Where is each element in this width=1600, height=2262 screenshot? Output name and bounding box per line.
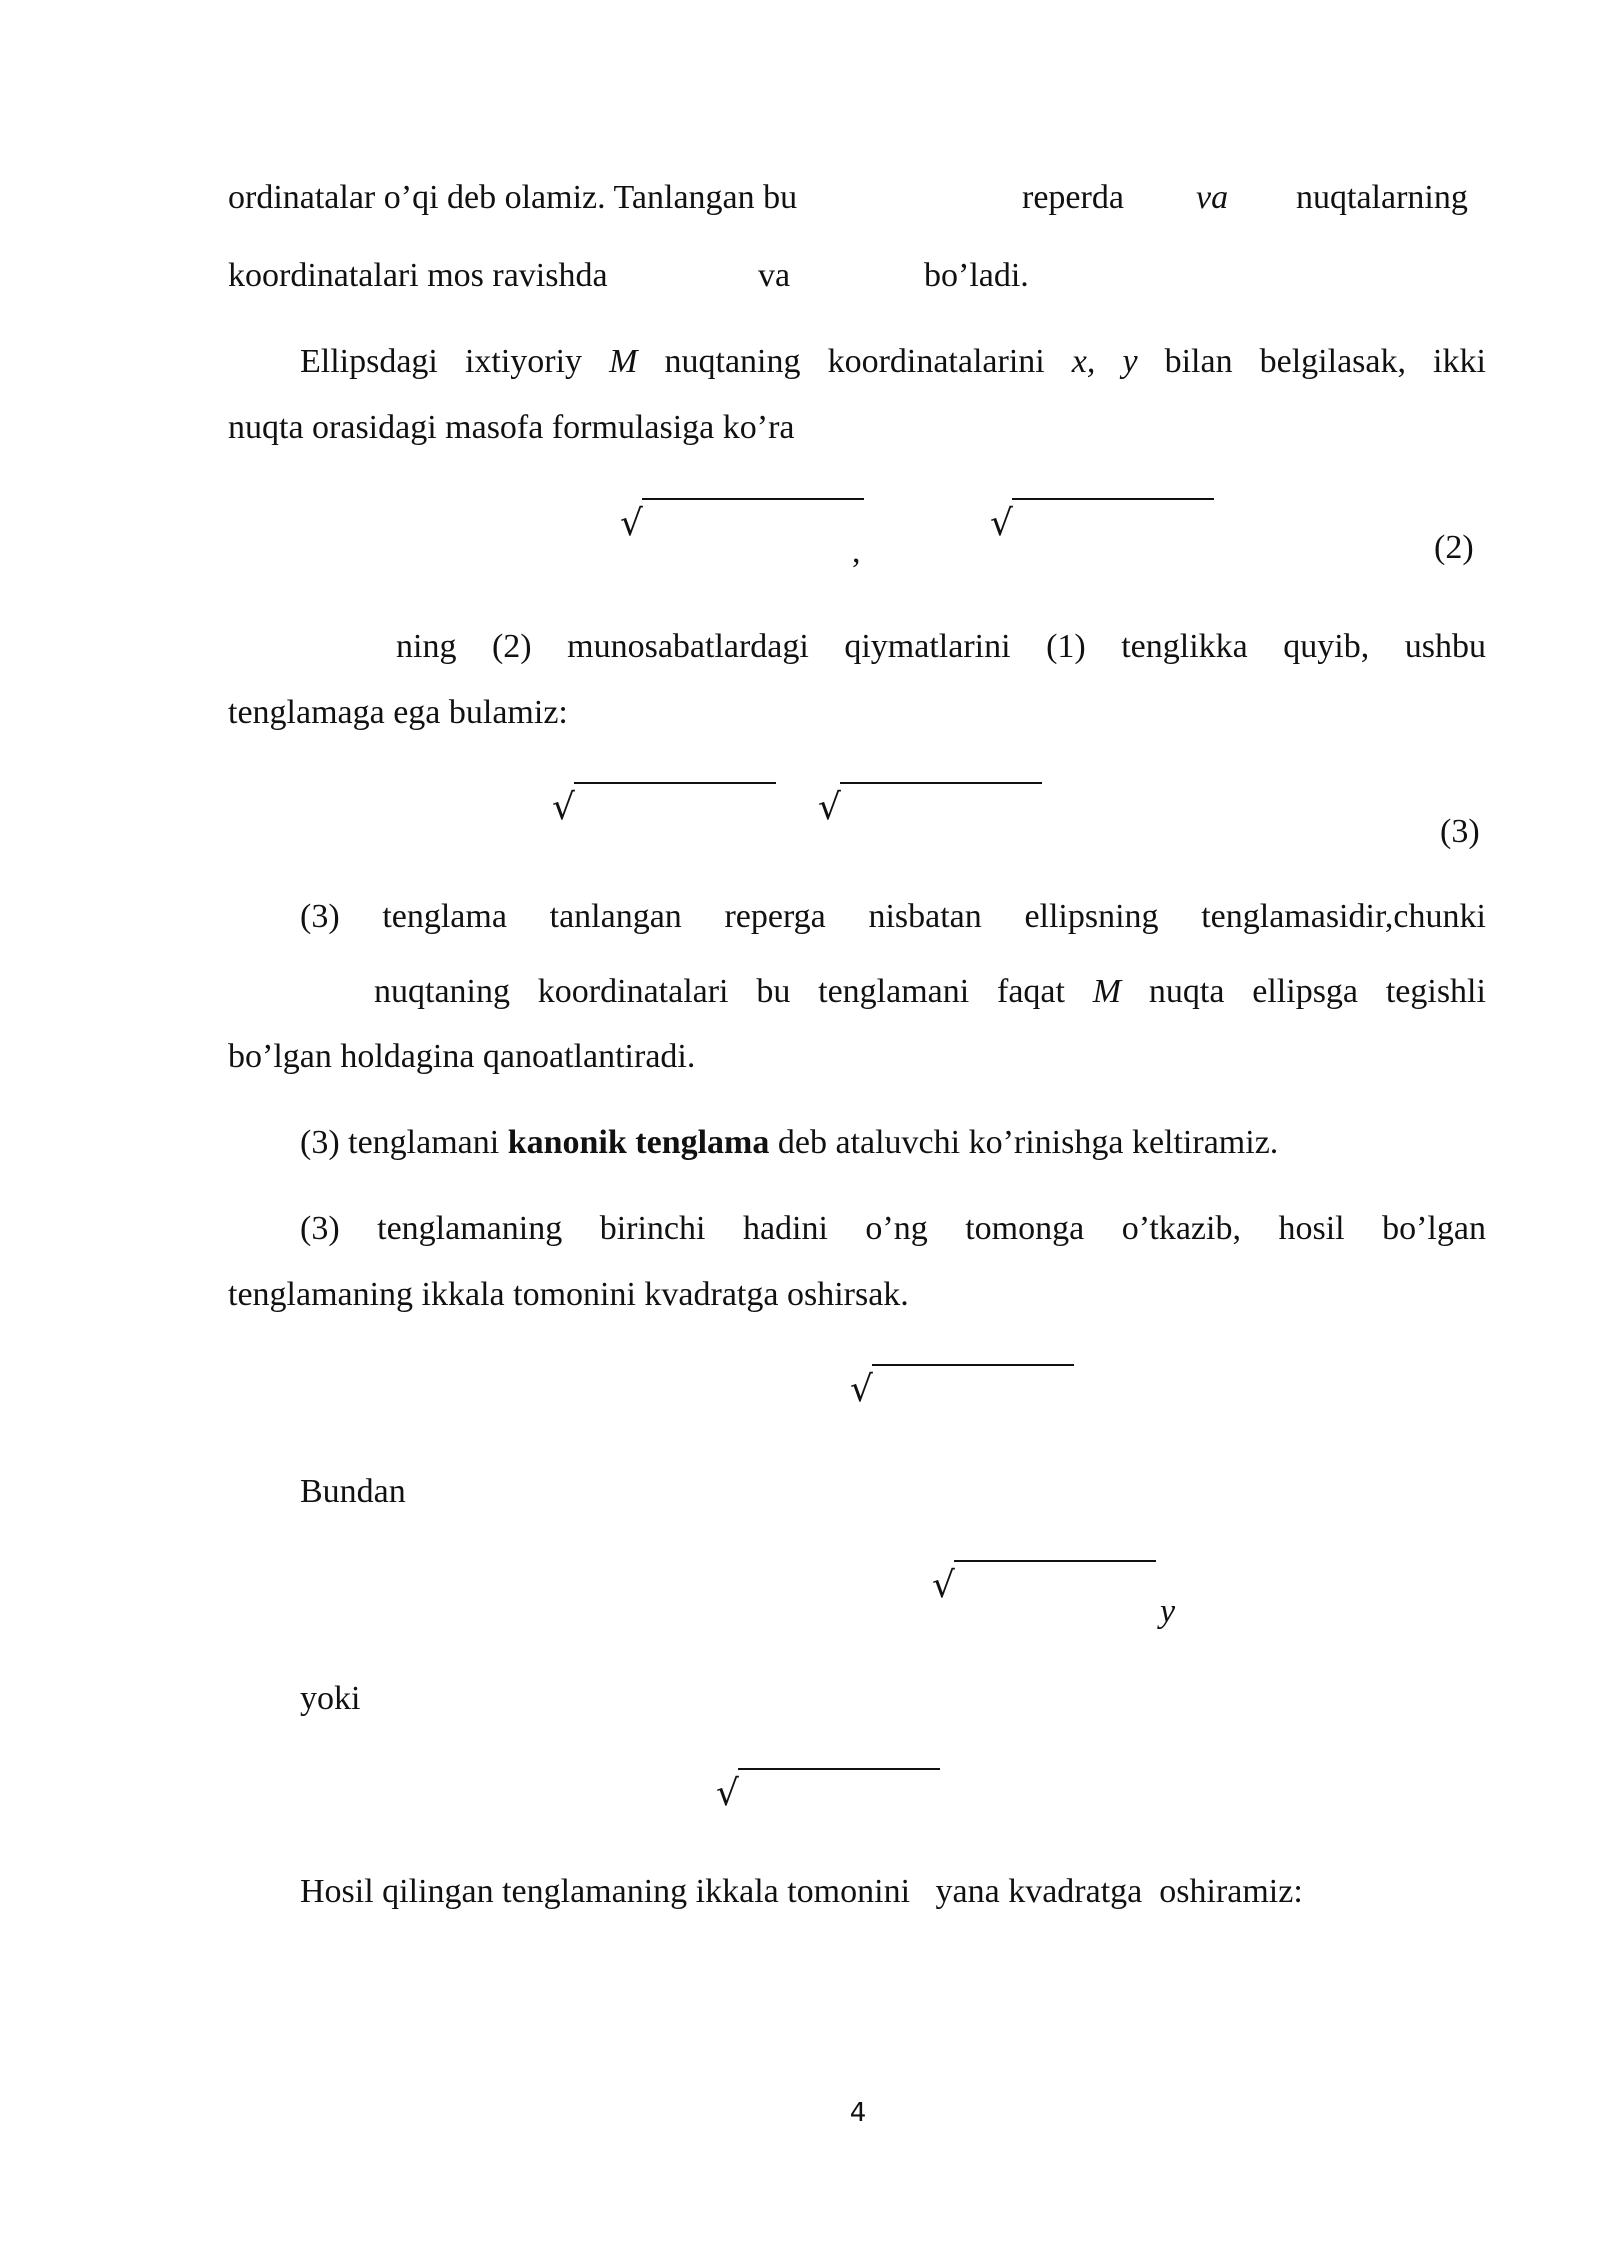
- line-1-text-b: reperda: [1022, 179, 1124, 216]
- page-number: 4: [849, 2098, 867, 2128]
- para-3-line-1: [300, 897, 1486, 937]
- word: tenglamani: [818, 973, 970, 1010]
- word: (3): [300, 898, 340, 935]
- word: bo’lgan: [1382, 1210, 1486, 1247]
- word: hosil: [1278, 1210, 1345, 1247]
- word: ikki: [1433, 343, 1486, 380]
- para-4-after: deb ataluvchi ko’rinishga keltiramiz.: [769, 1124, 1279, 1161]
- word: faqat: [997, 973, 1065, 1010]
- para-5-line-2: tenglamaning ikkala tomonini kvadratga oshirsak.: [228, 1276, 909, 1313]
- para-2-line-2: tenglamaga ega bulamiz:: [228, 694, 568, 731]
- word: nuqta: [1148, 973, 1225, 1010]
- word-italic: M: [609, 343, 638, 380]
- final-sentence: Hosil qilingan tenglamaning ikkala tomonini yana kvadratga oshiramiz:: [300, 1873, 1303, 1910]
- word: ellipsning: [1024, 898, 1159, 935]
- bundan-label: Bundan: [300, 1473, 406, 1510]
- para-4-before: (3) tenglamani: [300, 1124, 508, 1161]
- word: ning: [396, 628, 457, 665]
- word: o’tkazib,: [1121, 1210, 1241, 1247]
- word: ushbu: [1404, 628, 1486, 665]
- word: belgilasak,: [1259, 343, 1406, 380]
- document-page: ordinatalar o’qi deb olamiz. Tanlangan bu reperda va nuqtalarning koordinatalari mos ravishda va bo’ladi. Ellipsdagi ixtiyoriy M nuqtaning koordinatalarini x, y bilan belgilasak, ikki nuqta orasidagi masofa formulasiga ko’ra √ , √ (2) ning (2) munosabatlardagi qiymatlarini (1) tenglikka quyib, ushbu tenglamaga ega bulamiz: √ √ (3) (3) tenglama tanlangan reperga nisbatan ellipsning tenglamasidir,chunki nuqtaning koordinatalari bu tenglamani faqat M nuqta ellipsga tegishli bo’lgan holdagina qanoatlantiradi. (3) tenglamani kanonik tenglama deb ataluvchi ko’rinishga keltiramiz. (3) tenglamaning birinchi hadini o’ng tomonga o’tkazib, hosil bo’lgan tenglamaning ikkala tomonini kvadratga oshirsak. √ Bundan √ y yoki √ Hosil qilingan tenglamaning ikkala tomonini yana kvadratga oshiramiz: 4: [0, 0, 1600, 2262]
- word: birinchi: [599, 1210, 706, 1247]
- para-1-line-2: nuqta orasidagi masofa formulasiga ko’ra: [228, 409, 795, 446]
- word: tenglikka: [1121, 628, 1248, 665]
- line-1-text-a: ordinatalar o’qi deb olamiz. Tanlangan bu: [228, 179, 798, 216]
- word: o’ng: [865, 1210, 928, 1247]
- line-1-text-c: va: [1196, 179, 1229, 216]
- word: tenglamasidir,chunki: [1201, 898, 1486, 935]
- para-1-line-1: [300, 342, 1486, 382]
- word: tenglamaning: [377, 1210, 563, 1247]
- word: nuqtaning: [664, 343, 801, 380]
- line-1-text-d: nuqtalarning: [1296, 179, 1468, 216]
- word: munosabatlardagi: [567, 628, 809, 665]
- word: nuqtaning: [374, 973, 510, 1010]
- equation-number-2: (2): [1434, 529, 1474, 566]
- word: quyib,: [1283, 628, 1370, 665]
- para-4: [300, 1123, 1278, 1163]
- para-2-line-1: [396, 627, 1486, 667]
- word: ixtiyoriy: [464, 343, 583, 380]
- word: (1): [1046, 628, 1086, 665]
- word: koordinatalarini: [827, 343, 1045, 380]
- yoki-label: yoki: [300, 1680, 361, 1717]
- para-3-line-2: [374, 972, 1486, 1012]
- word: Ellipsdagi: [300, 343, 438, 380]
- word-italic: M: [1092, 973, 1122, 1010]
- line-2-text-c: bo’ladi.: [924, 257, 1029, 294]
- para-4-bold-term: kanonik tenglama: [507, 1124, 770, 1161]
- word: tenglama: [382, 898, 507, 935]
- word: bu: [756, 973, 791, 1010]
- line-2-text-a: koordinatalari mos ravishda: [228, 257, 608, 294]
- word: ellipsga: [1252, 973, 1359, 1010]
- word: reperga: [724, 898, 826, 935]
- equation-variable-y: y: [1160, 1593, 1176, 1630]
- word: (3): [300, 1210, 340, 1247]
- word: tanlangan: [549, 898, 682, 935]
- word-italic: x,: [1071, 343, 1096, 380]
- word: qiymatlarini: [844, 628, 1011, 665]
- para-3-line-3: bo’lgan holdagina qanoatlantiradi.: [228, 1038, 696, 1075]
- eq-2-comma: ,: [852, 533, 861, 570]
- para-5-line-1: [300, 1209, 1486, 1249]
- word: tomonga: [965, 1210, 1085, 1247]
- word: tegishli: [1385, 973, 1486, 1010]
- word: (2): [491, 628, 532, 665]
- word: bilan: [1164, 343, 1233, 380]
- word: hadini: [742, 1210, 828, 1247]
- line-2-text-b: va: [758, 257, 791, 294]
- word-italic: y: [1122, 343, 1138, 380]
- equation-number-3: (3): [1440, 813, 1480, 850]
- word: koordinatalari: [537, 973, 729, 1010]
- word: nisbatan: [868, 898, 982, 935]
